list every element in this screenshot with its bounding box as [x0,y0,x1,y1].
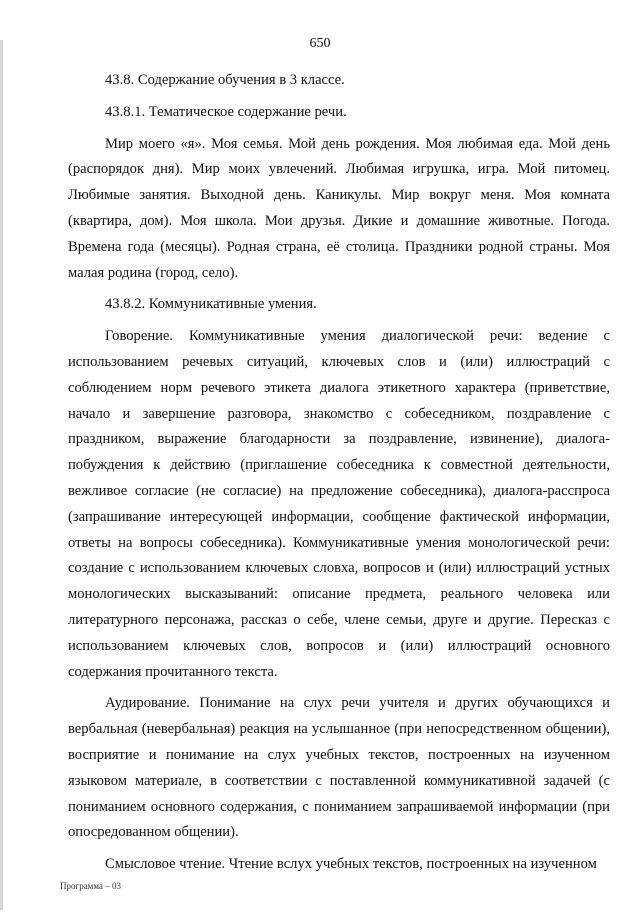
paragraph-topics: Мир моего «я». Моя семья. Мой день рождения. Моя любимая еда. Мой день (распорядок дня). Мир моих увлечений. Любимая игрушка, игра. Мой питомец. Любимые занятия. Выходной день. Каникулы. Мир вокруг меня. Моя комната (квартира, дом). Моя школа. Мои друзья. Дикие и домашние животные. Погода. Времена года (месяцы). Родная страна, её столица. Праздники родной страны. Моя малая родина (город, село). [68,135,610,281]
section-heading-43-8-1: 43.8.1. Тематическое содержание речи. [105,103,347,120]
section-heading-43-8-2: 43.8.2. Коммуникативные умения. [105,296,317,313]
footer-label: Программа – 03 [60,881,122,891]
page-number: 650 [309,36,331,51]
section-heading-43-8: 43.8. Содержание обучения в 3 классе. [105,72,345,88]
paragraph-speaking: Говорение. Коммуникативные умения диалогической речи: ведение с использованием речевых ситуаций, ключевых слов и (или) иллюстраций с соблюдением норм речевого этикета диалога этикетного характера (приветствие, начало и завершение разговора, знакомство с собеседником, поздравление с праздником, выражение благодарности за поздравление, извинение), диалога-побуждения к действию (приглашение собеседника к совместной деятельности, вежливое согласие (не согласие) на предложение собеседника), диалога-расспроса (запрашивание интересующей информации, сообщение фактической информации, ответы на вопросы собеседника). Коммуникативные умения монологической речи: создание с использованием ключевых словха, вопросов и (или) иллюстраций устных монологических высказываний: описание предмета, реального человека или литературного персонажа, рассказ о себе, члене семьи, друге и другие. Пересказ с использованием ключевых слов, вопросов и (или) иллюстраций основного содержания прочитанного текста. [68,328,610,680]
page-content [68,68,610,878]
scan-edge-shadow [0,40,3,910]
paragraph-reading: Смысловое чтение. Чтение вслух учебных текстов, построенных на изученном [105,856,597,873]
paragraph-listening: Аудирование. Понимание на слух речи учителя и других обучающихся и вербальная (невербальная) реакция на услышанное (при непосредственном общении), восприятие и понимание на слух учебных текстов, построенных на изученном языковом материале, в соответствии с поставленной коммуникативной задачей (с пониманием основного содержания, с пониманием запрашиваемой информации (при опосредованном общении). [68,695,610,841]
